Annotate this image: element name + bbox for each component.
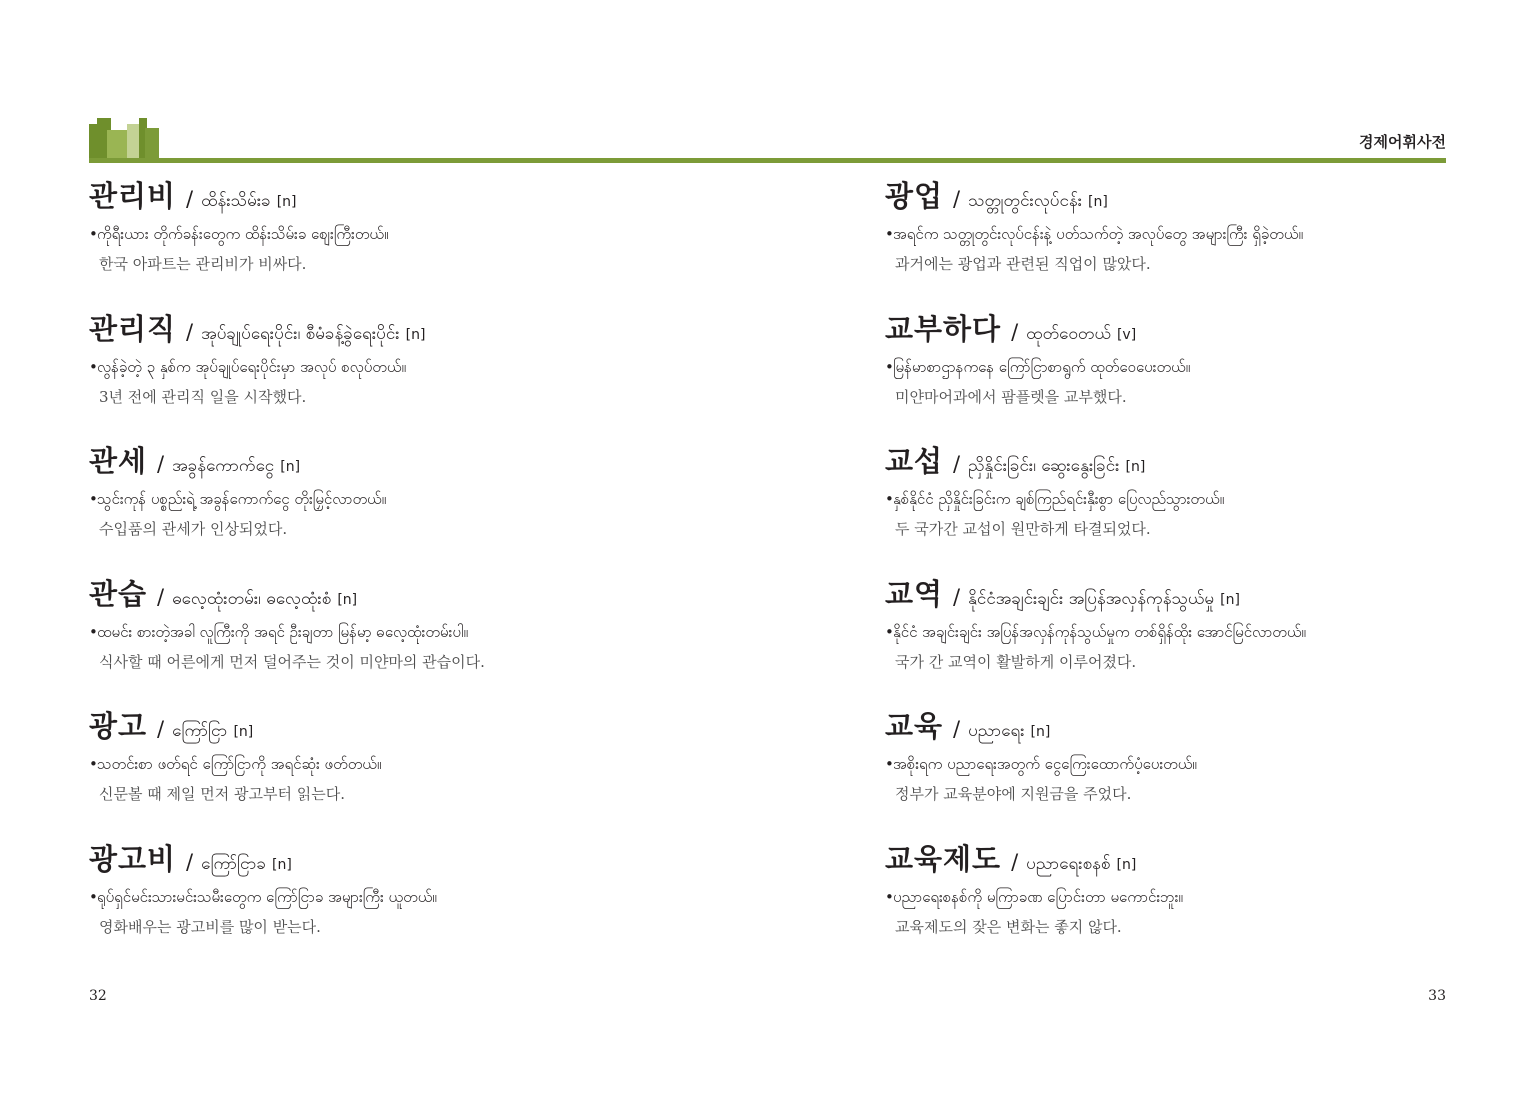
example-myanmar: •နိုင်ငံ အချင်းချင်း အပြန်အလှန်ကုန်သွယ်မှုက တစ်ရှိန်ထိုး အောင်မြင်လာတယ်။: [885, 622, 1306, 641]
headword: 교부하다: [885, 311, 1002, 346]
separator: /: [1011, 319, 1019, 344]
dictionary-entry: [89, 570, 729, 703]
example-myanmar: •ကိုရီးယား တိုက်ခန်းတွေက ထိန်းသိမ်းခ စျေးကြီးတယ်။: [89, 225, 389, 243]
part-of-speech: [n]: [405, 326, 426, 343]
headword: 광고: [89, 709, 148, 744]
separator: /: [186, 187, 194, 211]
left-column: [89, 172, 729, 968]
part-of-speech: [n]: [276, 194, 297, 210]
example-korean: 한국 아파트는 관리비가 비싸다.: [99, 255, 307, 273]
headword: 관리직: [89, 311, 177, 346]
translation: ညှိနှိုင်းခြင်း၊ ဆွေးနွေးခြင်း: [968, 456, 1120, 477]
example-myanmar: •သတင်းစာ ဖတ်ရင် ကြော်ငြာကို အရင်ဆုံး ဖတ်တယ်။: [89, 755, 382, 774]
separator: /: [186, 849, 194, 874]
example-korean: 식사할 때 어른에게 먼저 덜어주는 것이 미얀마의 관습이다.: [99, 652, 485, 671]
translation: ကြော်ငြာ: [172, 721, 228, 742]
example-myanmar: •ရုပ်ရှင်မင်းသားမင်းသမီးတွေက ကြော်ငြာခ အများကြီး ယူတယ်။: [89, 887, 437, 906]
example-korean: 미얀마어과에서 팜플렛을 교부했다.: [895, 387, 1127, 406]
part-of-speech: [n]: [1030, 724, 1051, 741]
separator: /: [186, 319, 194, 344]
part-of-speech: [n]: [1220, 591, 1240, 608]
headword: 관습: [89, 576, 148, 611]
dictionary-entry: [885, 835, 1525, 968]
separator: /: [157, 584, 165, 609]
header-decoration: [89, 118, 159, 160]
headword: 교역: [885, 576, 944, 611]
example-myanmar: •သွင်းကုန် ပစ္စည်းရဲ့ အခွန်ကောက်ငွေ တိုးမြှင့်လာတယ်။: [89, 490, 387, 509]
part-of-speech: [n]: [337, 591, 358, 608]
dictionary-entry: [885, 702, 1525, 835]
part-of-speech: [n]: [1116, 856, 1137, 873]
example-myanmar: •မြန်မာစာဌာနကနေ ကြော်ငြာစာရွက် ထုတ်ဝေပေးတယ်။: [885, 357, 1191, 376]
dictionary-entry: [89, 835, 729, 968]
translation: ထုတ်ဝေတယ်: [1026, 323, 1111, 344]
right-column: [885, 172, 1525, 968]
translation: ပညာရေး: [968, 721, 1025, 742]
headword: 교육: [885, 709, 944, 744]
example-korean: 수입품의 관세가 인상되었다.: [99, 520, 288, 539]
translation: သတ္တုတွင်းလုပ်ငန်း: [968, 191, 1083, 211]
part-of-speech: [v]: [1116, 326, 1137, 343]
dictionary-entry: [885, 570, 1525, 703]
dictionary-entry: [885, 172, 1525, 305]
example-korean: 3년 전에 관리직 일을 시작했다.: [99, 387, 307, 406]
translation: နိုင်ငံအချင်းချင်း အပြန်အလှန်ကုန်သွယ်မှု: [968, 588, 1215, 609]
translation: ဓလေ့ထုံးတမ်း၊ ဓလေ့ထုံးစံ: [172, 588, 332, 609]
translation: ကြော်ငြာခ: [201, 853, 267, 874]
headword: 교육제도: [885, 841, 1002, 876]
example-korean: 교육제도의 잦은 변화는 좋지 않다.: [895, 917, 1122, 936]
translation: အခွန်ကောက်ငွေ: [172, 456, 275, 477]
example-myanmar: •လွန်ခဲ့တဲ့ ၃ နှစ်က အုပ်ချုပ်ရေးပိုင်းမှာ အလုပ် စလုပ်တယ်။: [89, 357, 406, 376]
deco-bar-3: [107, 130, 129, 160]
dictionary-entry: [89, 702, 729, 835]
separator: /: [157, 452, 165, 477]
headword: 광업: [885, 179, 944, 213]
part-of-speech: [n]: [1088, 194, 1108, 210]
book-title: 경제어휘사전: [1359, 133, 1446, 151]
part-of-speech: [n]: [280, 459, 301, 476]
example-myanmar: •ထမင်း စားတဲ့အခါ လူကြီးကို အရင် ဦးချတာ မြန်မာ့ ဓလေ့ထုံးတမ်းပါ။: [89, 622, 469, 641]
dictionary-entry: [89, 305, 729, 438]
example-myanmar: •အရင်က သတ္တုတွင်းလုပ်ငန်းနဲ့ ပတ်သက်တဲ့ အလုပ်တွေ အများကြီး ရှိခဲ့တယ်။: [885, 225, 1304, 243]
separator: /: [953, 187, 961, 211]
example-myanmar: •အစိုးရက ပညာရေးအတွက် ငွေကြေးထောက်ပံ့ပေးတယ်။: [885, 755, 1197, 774]
example-korean: 영화배우는 광고비를 많이 받는다.: [99, 917, 321, 936]
deco-bar-6: [145, 128, 159, 160]
example-korean: 두 국가간 교섭이 원만하게 타결되었다.: [895, 520, 1151, 539]
separator: /: [1011, 849, 1019, 874]
translation: ပညာရေးစနစ်: [1026, 853, 1111, 874]
separator: /: [157, 717, 165, 742]
example-myanmar: •နှစ်နိုင်ငံ ညှိနှိုင်းခြင်းက ချစ်ကြည်ရင်းနှီးစွာ ပြေလည်သွားတယ်။: [885, 490, 1225, 509]
header-rule: [89, 158, 1446, 163]
page-number-right: 33: [1428, 988, 1446, 1004]
separator: /: [953, 717, 961, 742]
separator: /: [953, 452, 961, 477]
translation: ထိန်းသိမ်းခ: [201, 191, 271, 211]
headword: 관세: [89, 444, 148, 479]
part-of-speech: [n]: [272, 856, 292, 873]
example-korean: 신문볼 때 제일 먼저 광고부터 읽는다.: [99, 785, 345, 804]
separator: /: [953, 584, 961, 609]
headword: 광고비: [89, 841, 177, 876]
example-myanmar: •ပညာရေးစနစ်ကို မကြာခဏ ပြောင်းတာ မကောင်းဘူး။: [885, 887, 1183, 906]
dictionary-entry: [89, 172, 729, 305]
example-korean: 국가 간 교역이 활발하게 이루어졌다.: [895, 652, 1137, 671]
part-of-speech: [n]: [1125, 459, 1146, 476]
dictionary-entry: [885, 305, 1525, 438]
dictionary-entry: [885, 437, 1525, 570]
headword: 교섭: [885, 444, 944, 479]
translation: အုပ်ချုပ်ရေးပိုင်း၊ စီမံခန့်ခွဲရေးပိုင်း: [201, 323, 400, 344]
part-of-speech: [n]: [233, 724, 254, 741]
page-number-left: 32: [89, 988, 107, 1004]
dictionary-entry: [89, 437, 729, 570]
example-korean: 정부가 교육분야에 지원금을 주었다.: [895, 785, 1132, 804]
headword: 관리비: [89, 179, 177, 213]
example-korean: 과거에는 광업과 관련된 직업이 많았다.: [895, 255, 1151, 273]
